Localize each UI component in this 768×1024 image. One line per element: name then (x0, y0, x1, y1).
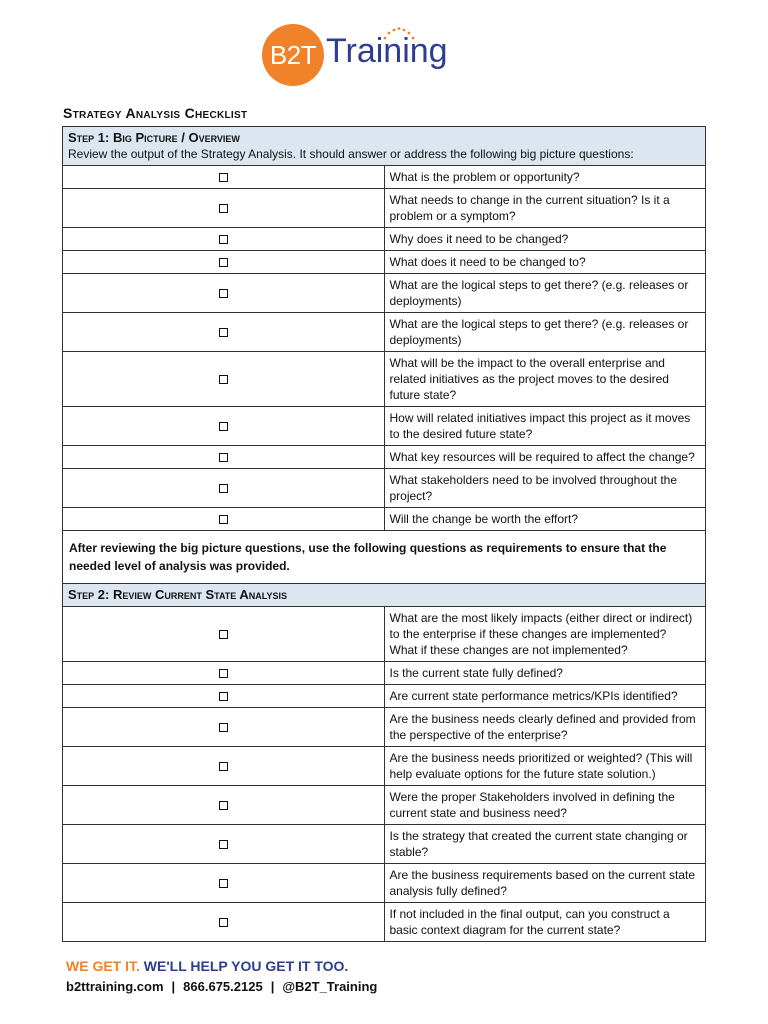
step1-header (63, 127, 706, 166)
checklist-row (63, 228, 706, 251)
checkbox[interactable] (219, 375, 228, 384)
checkbox-cell (63, 825, 385, 864)
checkbox[interactable] (219, 258, 228, 267)
checklist-row (63, 469, 706, 508)
checkbox[interactable] (219, 204, 228, 213)
checkbox-cell (63, 469, 385, 508)
checkbox[interactable] (219, 422, 228, 431)
checkbox-cell (63, 607, 385, 662)
checkbox-cell (63, 864, 385, 903)
checkbox[interactable] (219, 328, 228, 337)
checkbox[interactable] (219, 918, 228, 927)
checkbox-cell (63, 446, 385, 469)
checklist-item-text: Were the proper Stakeholders involved in defining the current state and business need? (384, 786, 706, 825)
guidance-note-row (63, 531, 706, 584)
checklist-row (63, 903, 706, 942)
checklist-item-text: Is the current state fully defined? (384, 662, 706, 685)
b2t-logo (262, 24, 492, 88)
checklist-item-text: If not included in the final output, can you construct a basic context diagram for the current state? (384, 903, 706, 942)
step2-title: Step 2: Review Current State Analysis (68, 587, 287, 602)
checkbox-cell (63, 685, 385, 708)
social-handle[interactable]: @B2T_Training (282, 979, 378, 994)
checkbox-cell (63, 274, 385, 313)
footer-tagline (66, 958, 348, 974)
checkbox-cell (63, 228, 385, 251)
phone-number: 866.675.2125 (183, 979, 263, 994)
checkbox[interactable] (219, 669, 228, 678)
checklist-row (63, 508, 706, 531)
checklist-row (63, 864, 706, 903)
checklist-item-text: How will related initiatives impact this project as it moves to the desired future state? (384, 407, 706, 446)
checklist-item-text: What will be the impact to the overall enterprise and related initiatives as the project moves to the desired future state? (384, 352, 706, 407)
footer-contact (66, 979, 377, 994)
checklist-item-text: Are the business needs prioritized or weighted? (This will help evaluate options for the future state solution.) (384, 747, 706, 786)
checkbox[interactable] (219, 840, 228, 849)
checklist-row (63, 607, 706, 662)
checklist-row (63, 747, 706, 786)
separator: | (171, 979, 176, 994)
checklist-item-text: What key resources will be required to affect the change? (384, 446, 706, 469)
checklist-item-text: Are the business needs clearly defined and provided from the perspective of the enterprise? (384, 708, 706, 747)
document-title: Strategy Analysis Checklist (63, 105, 248, 121)
website-link[interactable]: b2ttraining.com (66, 979, 164, 994)
checkbox[interactable] (219, 453, 228, 462)
checklist-row (63, 825, 706, 864)
step2-header-cell (63, 584, 706, 607)
checklist-row (63, 189, 706, 228)
step1-title: Step 1: Big Picture / Overview (68, 130, 240, 145)
step1-header-cell (63, 127, 706, 166)
checkbox[interactable] (219, 173, 228, 182)
checklist-row (63, 251, 706, 274)
checklist-item-text: What needs to change in the current situation? Is it a problem or a symptom? (384, 189, 706, 228)
checkbox[interactable] (219, 289, 228, 298)
checklist-body (63, 127, 706, 942)
checkbox-cell (63, 662, 385, 685)
checklist-row (63, 786, 706, 825)
checkbox[interactable] (219, 692, 228, 701)
checkbox-cell (63, 166, 385, 189)
checkbox[interactable] (219, 762, 228, 771)
checklist-row (63, 685, 706, 708)
checkbox-cell (63, 786, 385, 825)
checkbox-cell (63, 407, 385, 446)
step2-header (63, 584, 706, 607)
checkbox[interactable] (219, 515, 228, 524)
checklist-row (63, 352, 706, 407)
checkbox-cell (63, 708, 385, 747)
checklist-item-text: Are the business requirements based on the current state analysis fully defined? (384, 864, 706, 903)
checkbox-cell (63, 508, 385, 531)
checklist-table (62, 126, 706, 942)
checklist-item-text: What does it need to be changed to? (384, 251, 706, 274)
checkbox-cell (63, 313, 385, 352)
checklist-row (63, 708, 706, 747)
logo-mark: B2T (262, 24, 324, 86)
checklist-item-text: What stakeholders need to be involved throughout the project? (384, 469, 706, 508)
checklist-item-text: Is the strategy that created the current state changing or stable? (384, 825, 706, 864)
checkbox-cell (63, 352, 385, 407)
checklist-row (63, 446, 706, 469)
checklist-row (63, 407, 706, 446)
checklist-item-text: Will the change be worth the effort? (384, 508, 706, 531)
step1-intro: Review the output of the Strategy Analysis. It should answer or address the following big picture questions: (68, 147, 634, 161)
checklist-row (63, 662, 706, 685)
checklist-row (63, 166, 706, 189)
tagline-part-a: WE GET IT. (66, 958, 140, 974)
logo-word: Training (326, 32, 448, 70)
tagline-part-b: WE'LL HELP YOU GET IT TOO. (143, 958, 349, 974)
checklist-item-text: What is the problem or opportunity? (384, 166, 706, 189)
checkbox[interactable] (219, 235, 228, 244)
checklist-item-text: Why does it need to be changed? (384, 228, 706, 251)
checkbox-cell (63, 251, 385, 274)
checkbox[interactable] (219, 801, 228, 810)
checklist-item-text: What are the most likely impacts (either direct or indirect) to the enterprise if these changes are implemented? What if these changes are not implemented? (384, 607, 706, 662)
checkbox[interactable] (219, 879, 228, 888)
checkbox-cell (63, 189, 385, 228)
separator: | (270, 979, 275, 994)
checkbox[interactable] (219, 484, 228, 493)
checklist-row (63, 313, 706, 352)
checklist-row (63, 274, 706, 313)
checkbox-cell (63, 903, 385, 942)
checkbox[interactable] (219, 723, 228, 732)
guidance-note: After reviewing the big picture questions, use the following questions as requirements to ensure that the needed level of analysis was provided. (63, 531, 706, 584)
checklist-item-text: What are the logical steps to get there? (e.g. releases or deployments) (384, 313, 706, 352)
checklist-item-text: Are current state performance metrics/KPIs identified? (384, 685, 706, 708)
checkbox-cell (63, 747, 385, 786)
checklist-item-text: What are the logical steps to get there? (e.g. releases or deployments) (384, 274, 706, 313)
checkbox[interactable] (219, 630, 228, 639)
